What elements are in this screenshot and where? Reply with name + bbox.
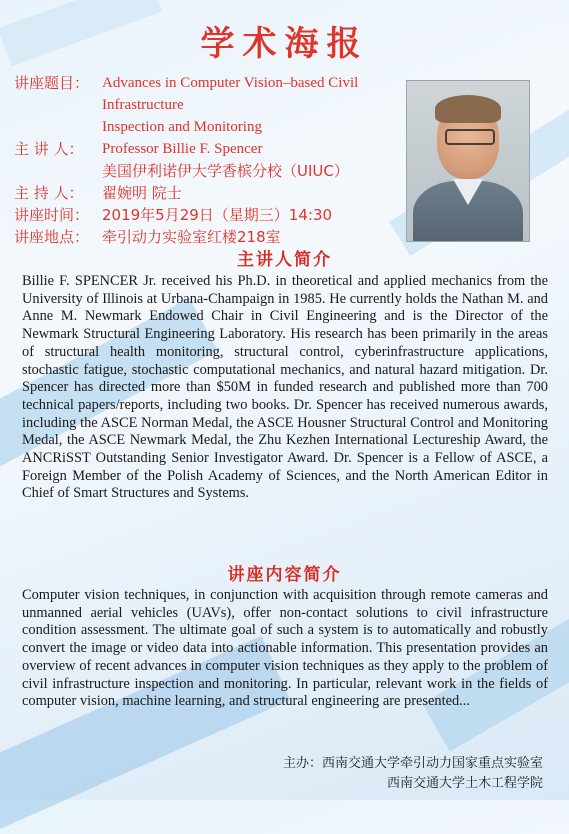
- organizer-line-1: 主办：西南交通大学牵引动力国家重点实验室: [282, 756, 543, 771]
- speaker-label: 主 讲 人：: [14, 140, 84, 158]
- speaker-photo: [406, 80, 530, 242]
- poster-title: 学术海报: [200, 24, 369, 64]
- lecture-topic-line1: Advances in Computer Vision–based Civil Infrastructure: [102, 75, 359, 113]
- host-label: 主 持 人：: [14, 184, 84, 202]
- speaker-bio-text: Billie F. SPENCER Jr. received his Ph.D. in theoretical and applied mechanics from the University of Illinois at Urbana-Champaign in 1985. He currently holds the Nathan M. and Anne M. Newmark Endowed Chair in Civil Engineering and is the Director of the Newmark Structural Engineering Laboratory. His research has been primarily in the areas of structural health monitoring, structural control, cyberinfrastructure applications, stochastic fatigue, stochastic computational mechanics, and natural hazard mitigation. Dr. Spencer has directed more than $50M in funded research and published more than 700 technical papers/reports, including two books. Dr. Spencer has received numerous awards, including the ASCE Norman Medal, the ASCE Housner Structural Control and Monitoring Medal, the ASCE Newmark Medal, the Zhu Kezhen International Lectureship Award, the ANCRiSST Outstanding Senior Investigator Award. Dr. Spencer is a Fellow of ASCE, a Foreign Member of the Polish Academy of Sciences, and the North American Editor in Chief of Smart Structures and Systems.: [22, 273, 548, 502]
- lecture-topic-label: 讲座题目：: [14, 74, 90, 92]
- speaker-row: [14, 138, 399, 160]
- photo-hair: [435, 95, 501, 123]
- time-value: 2019年5月29日（星期三）14:30: [102, 206, 333, 224]
- host-row: [14, 182, 399, 204]
- lecture-topic-row-cont: [14, 116, 399, 138]
- photo-glasses: [445, 129, 495, 145]
- abstract-heading: 讲座内容简介: [227, 565, 342, 585]
- lecture-topic-row: [14, 72, 399, 116]
- host-name: 翟婉明 院士: [102, 184, 182, 202]
- abstract-text: Computer vision techniques, in conjunction with acquisition through remote cameras and unmanned aerial vehicles (UAVs), offer non-contact solutions to civil infrastructure condition assessment. The ultimate goal of such a system is to automatically and robustly convert the image or video data into actionable information. This presentation provides an overview of recent advances in computer vision techniques as they apply to the problem of civil infrastructure inspection and monitoring. In particular, relevant work in the fields of computer vision, machine learning, and structural engineering are presented...: [22, 587, 548, 710]
- speaker-name: Professor Billie F. Spencer: [102, 141, 263, 157]
- place-label: 讲座地点：: [14, 228, 90, 246]
- place-value: 牵引动力实验室红楼218室: [102, 228, 281, 246]
- time-label: 讲座时间：: [14, 206, 90, 224]
- lecture-topic-line2: Inspection and Monitoring: [102, 119, 262, 135]
- speaker-affiliation: 美国伊利诺伊大学香槟分校（UIUC）: [102, 162, 349, 180]
- lecture-info: [14, 72, 399, 248]
- organizer-line-2: 西南交通大学土木工程学院: [386, 776, 543, 791]
- speaker-bio-heading: 主讲人简介: [237, 250, 332, 270]
- speaker-affiliation-row: [14, 160, 399, 182]
- time-row: [14, 204, 399, 226]
